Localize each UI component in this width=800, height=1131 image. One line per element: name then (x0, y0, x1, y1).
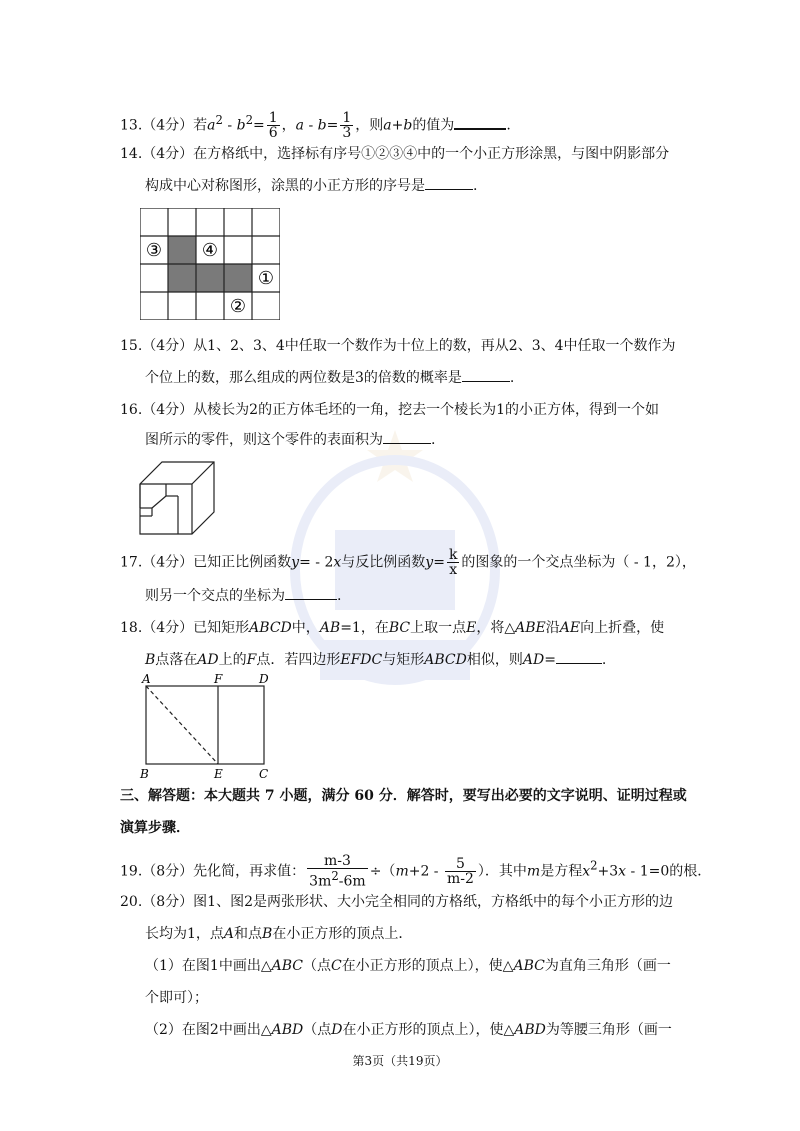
answer-blank (383, 443, 431, 444)
question-13: 13.（4分）若$a^2 - b^2=$ $\frac{1}{6}$ ，a - b= $\frac{1}{3}$ ，则a+b的值为 . (120, 110, 511, 142)
question-17-line1: 17.（4分）已知正比例函数y= - 2x与反比例函数y= $\frac{k}{x}$ 的图象的一个交点坐标为（ - 1，2）， (120, 547, 696, 578)
grid-label-3: ③ (145, 240, 163, 261)
question-19: 19.（8分）先化简，再求值： $\frac{m-3}{3m^2-6m}$ ÷（m+2 - $\frac{5}{m-2}$ ）．其中m是方程$x^2+3x - 1=0$的根． (120, 853, 712, 890)
answer-blank (425, 189, 473, 190)
fraction-m3-over-3m2-6m: $\frac{m-3}{3m^2-6m}$ (309, 853, 366, 890)
question-18-line2: B点落在AD上的F点．若四边形EFDC与矩形ABCD相似，则AD= . (145, 652, 607, 668)
question-16-line1: 16.（4分）从棱长为2的正方体毛坯的一角，挖去一个棱长为1的小正方体，得到一个如 (120, 402, 659, 418)
fraction-one-third: $\frac{1}{3}$ (342, 110, 352, 142)
label-A: A (142, 672, 151, 686)
label-E: E (214, 767, 223, 781)
question-18-line1: 18.（4分）已知矩形ABCD中，AB=1，在BC上取一点E，将△ABE沿AE向上折叠，使 (120, 620, 665, 636)
label-B: B (140, 767, 149, 781)
label-D: D (259, 672, 269, 686)
rectangle-figure-q18 (138, 672, 278, 782)
grid-label-4: ④ (201, 240, 219, 261)
question-20-part1-line2: 个即可）； (145, 990, 208, 1006)
question-17-line2: 则另一个交点的坐标为 . (145, 588, 342, 604)
fraction-one-sixth: $\frac{1}{6}$ (268, 110, 278, 142)
fraction-k-over-x: $\frac{k}{x}$ (448, 547, 458, 578)
question-20-line1: 20.（8分）图1、图2是两张形状、大小完全相同的方格纸，方格纸中的每个小正方形的边 (120, 894, 673, 910)
page-footer: 第3页（共19页） (352, 1054, 448, 1068)
question-14-line2: 构成中心对称图形，涂黑的小正方形的序号是 . (145, 178, 478, 194)
question-14-line1: 14.（4分）在方格纸中，选择标有序号①②③④中的一个小正方形涂黑，与图中阴影部分 (120, 146, 670, 162)
grid-figure-q14 (140, 208, 280, 320)
cube-figure-q16 (138, 460, 216, 536)
answer-blank (556, 663, 602, 664)
question-20-part2-line1: （2）在图2中画出△ABD（点D在小正方形的顶点上），使△ABD为等腰三角形（画一 (145, 1022, 672, 1038)
question-15-line2: 个位上的数，那么组成的两位数是3的倍数的概率是 . (145, 370, 515, 386)
section-3-heading-line2: 演算步骤． (120, 820, 190, 836)
question-16-line2: 图所示的零件，则这个零件的表面积为 . (145, 432, 436, 448)
section-3-heading-line1: 三、解答题：本大题共 7 小题，满分 60 分．解答时，要写出必要的文字说明、证明过程或 (120, 788, 687, 804)
label-C: C (259, 767, 269, 781)
label-F: F (214, 672, 223, 686)
question-20-part1-line1: （1）在图1中画出△ABC（点C在小正方形的顶点上），使△ABC为直角三角形（画一 (145, 958, 671, 974)
grid-label-2: ② (229, 296, 247, 317)
grid-label-1: ① (257, 268, 275, 289)
question-20-line2: 长均为1，点A和点B在小正方形的顶点上． (145, 926, 413, 942)
question-15-line1: 15.（4分）从1、2、3、4中任取一个数作为十位上的数，再从2、3、4中任取一个数作为 (120, 338, 676, 354)
answer-blank (454, 128, 506, 130)
answer-blank (285, 599, 337, 600)
answer-blank (462, 381, 510, 382)
fraction-5-over-m-2: $\frac{5}{m-2}$ (447, 855, 474, 887)
